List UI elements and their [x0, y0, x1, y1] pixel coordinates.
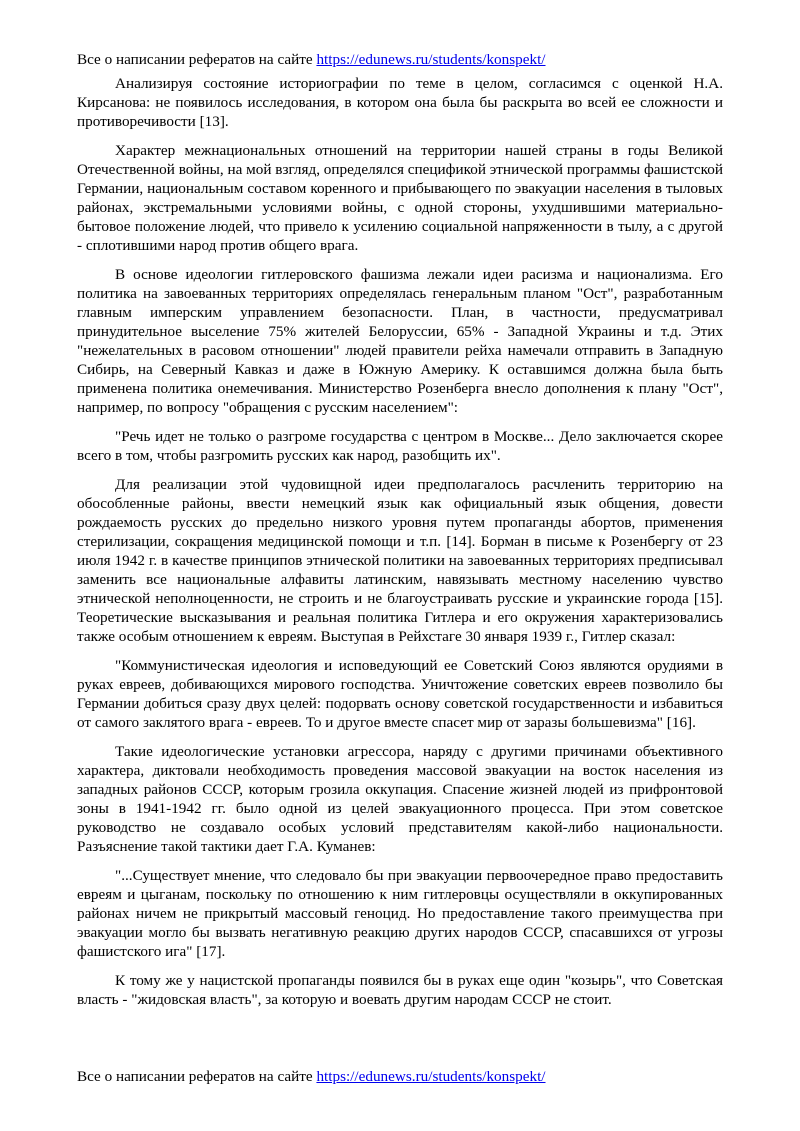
paragraph: В основе идеологии гитлеровского фашизма лежали идеи расизма и национализма. Его политика на завоеванных территориях определялась генеральным планом "Ост", разработанным главным имперским управлением безопасности. План, в частности, предусматривал принудительное выселение 75% жителей Белоруссии, 65% - Западной Украины и т.д. Этих "нежелательных в расовом отношении" людей правители рейха намечали отправить в Западную Сибирь, на Северный Кавказ и даже в Южную Америку. К оставшимся должна была быть применена политика онемечивания. Министерство Розенберга внесло дополнения к плану "Ост", например, по вопросу "обращения с русским населением":	[77, 266, 723, 416]
paragraph: Анализируя состояние историографии по теме в целом, согласимся с оценкой Н.А. Кирсанова: не появилось исследования, в котором она была бы раскрыта во всей ее сложности и противоречивости [13].	[77, 75, 723, 130]
footer-text: Все о написании рефератов на сайте	[77, 1068, 317, 1085]
document-body	[77, 74, 723, 1019]
header-text: Все о написании рефератов на сайте	[77, 51, 317, 68]
paragraph: Характер межнациональных отношений на территории нашей страны в годы Великой Отечественной войны, на мой взгляд, определялся спецификой этнической программы фашистской Германии, национальным составом коренного и прибывающего по эвакуации населения в тыловых районах, экстремальными условиями войны, с одной стороны, ухудшившими материально-бытовое положение людей, что привело к усилению социальной напряженности в тылу, а с другой - сплотившими народ против общего врага.	[77, 142, 723, 254]
page-footer	[77, 1067, 737, 1086]
paragraph: Такие идеологические установки агрессора, наряду с другими причинами объективного характера, диктовали необходимость проведения массовой эвакуации на восток населения из западных районов СССР, которым грозила оккупация. Спасение жизней людей из прифронтовой зоны в 1941-1942 гг. было одной из целей эвакуационного процесса. При этом советское руководство не создавало особых условий представителям какой-либо национальности. Разъяснение такой тактики дает Г.А. Куманев:	[77, 743, 723, 855]
quote-paragraph: "Коммунистическая идеология и исповедующий ее Советский Союз являются орудиями в руках евреев, добивающихся мирового господства. Уничтожение советских евреев позволило бы Германии добиться сразу двух целей: подорвать основу советской государственности и избавиться от самого заклятого врага - евреев. То и другое вместе спасет мир от заразы большевизма" [16].	[77, 657, 723, 731]
paragraph: Для реализации этой чудовищной идеи предполагалось расчленить территорию на обособленные районы, ввести немецкий язык как официальный язык общения, довести рождаемость русских до предельно низкого уровня путем пропаганды абортов, применения стерилизации, сокращения медицинской помощи и т.п. [14]. Борман в письме к Розенбергу от 23 июля 1942 г. в качестве принципов этнической политики на завоеванных территориях предписывал заменить все национальные алфавиты латинским, навязывать местному населению чувство этнической неполноценности, не строить и не благоустраивать русские и украинские города [15]. Теоретические высказывания и реальная политика Гитлера и его окружения характеризовались также особым отношением к евреям. Выступая в Рейхстаге 30 января 1939 г., Гитлер сказал:	[77, 476, 723, 645]
quote-paragraph: "Речь идет не только о разгроме государства с центром в Москве... Дело заключается скорее всего в том, чтобы разгромить русских как народ, разобщить их".	[77, 428, 723, 464]
header-link[interactable]: https://edunews.ru/students/konspekt/	[316, 51, 546, 68]
page-header	[77, 50, 737, 69]
paragraph: К тому же у нацистской пропаганды появился бы в руках еще один "козырь", что Советская власть - "жидовская власть", за которую и воевать другим народам СССР не стоит.	[77, 972, 723, 1008]
quote-paragraph: "...Существует мнение, что следовало бы при эвакуации первоочередное право предоставить евреям и цыганам, поскольку по отношению к ним гитлеровцы осуществляли в оккупированных районах ничем не прикрытый массовый геноцид. Но предоставление такого преимущества при эвакуации могло бы вызвать негативную реакцию других народов СССР, спасавшихся от угрозы фашистского ига" [17].	[77, 867, 723, 960]
footer-link[interactable]: https://edunews.ru/students/konspekt/	[316, 1068, 546, 1085]
